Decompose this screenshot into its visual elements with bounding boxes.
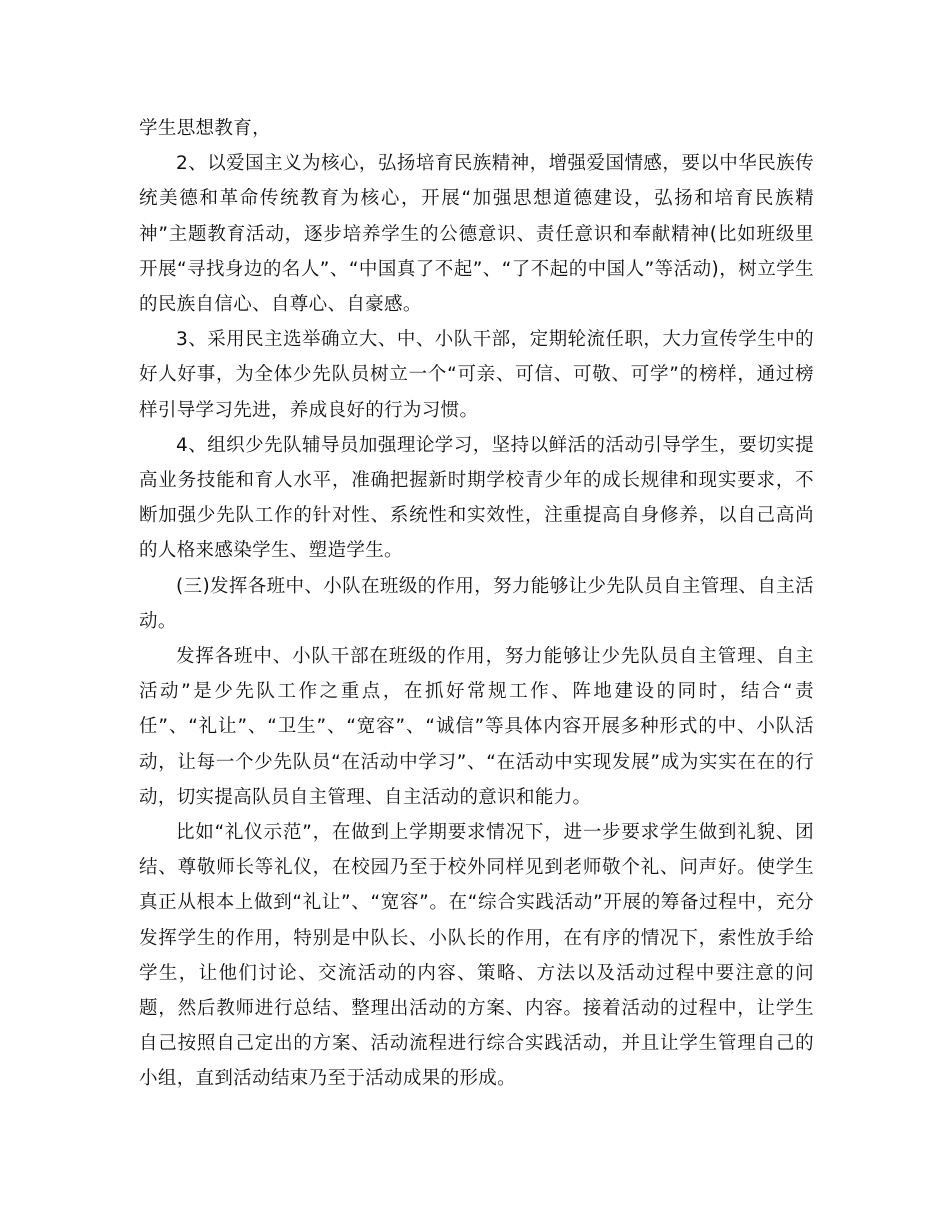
paragraph-continuation: 学生思想教育，	[139, 118, 271, 139]
paragraph-etiquette-example: 比如“礼仪示范”，在做到上学期要求情况下，进一步要求学生做到礼貌、团结、尊敬师长等礼仪，在校园乃至于校外同样见到老师敬个礼、问声好。使学生真正从根本上做到“礼让”、“宽容”。在“综合实践活动”开展的筹备过程中，充分发挥学生的作用，特别是中队长、小队长的作用，在有序的情况下，索性放手给学生，让他们讨论、交流活动的内容、策略、方法以及活动过程中要注意的问题，然后教师进行总结、整理出活动的方案、内容。接着活动的过程中，让学生自己按照自己定出的方案、活动流程进行综合实践活动，并且让学生管理自己的小组，直到活动结束乃至于活动成果的形成。	[139, 822, 814, 1090]
paragraph-item-3: 3、采用民主选举确立大、中、小队干部，定期轮流任职，大力宣传学生中的好人好事，为全体少先队员树立一个“可亲、可信、可敬、可学”的榜样，通过榜样引导学习先进，养成良好的行为习惯。	[139, 329, 814, 421]
document-body	[139, 111, 814, 1097]
section-heading-3: (三)发挥各班中、小队在班级的作用，努力能够让少先队员自主管理、自主活动。	[139, 575, 814, 632]
paragraph-section-3-body: 发挥各班中、小队干部在班级的作用，努力能够让少先队员自主管理、自主活动”是少先队工作之重点，在抓好常规工作、阵地建设的同时，结合“责任”、“礼让”、“卫生”、“宽容”、“诚信”等具体内容开展多种形式的中、小队活动，让每一个少先队员“在活动中学习”、“在活动中实现发展”成为实实在在的行动，切实提高队员自主管理、自主活动的意识和能力。	[139, 646, 814, 808]
paragraph-item-4: 4、组织少先队辅导员加强理论学习，坚持以鲜活的活动引导学生，要切实提高业务技能和育人水平，准确把握新时期学校青少年的成长规律和现实要求，不断加强少先队工作的针对性、系统性和实效性，注重提高自身修养，以自己高尚的人格来感染学生、塑造学生。	[139, 434, 814, 562]
paragraph-item-2: 2、以爱国主义为核心，弘扬培育民族精神，增强爱国情感，要以中华民族传统美德和革命传统教育为核心，开展“加强思想道德建设，弘扬和培育民族精神”主题教育活动，逐步培养学生的公德意识、责任意识和奉献精神(比如班级里开展“寻找身边的名人”、“中国真了不起”、“了不起的中国人”等活动)，树立学生的民族自信心、自尊心、自豪感。	[139, 153, 814, 316]
